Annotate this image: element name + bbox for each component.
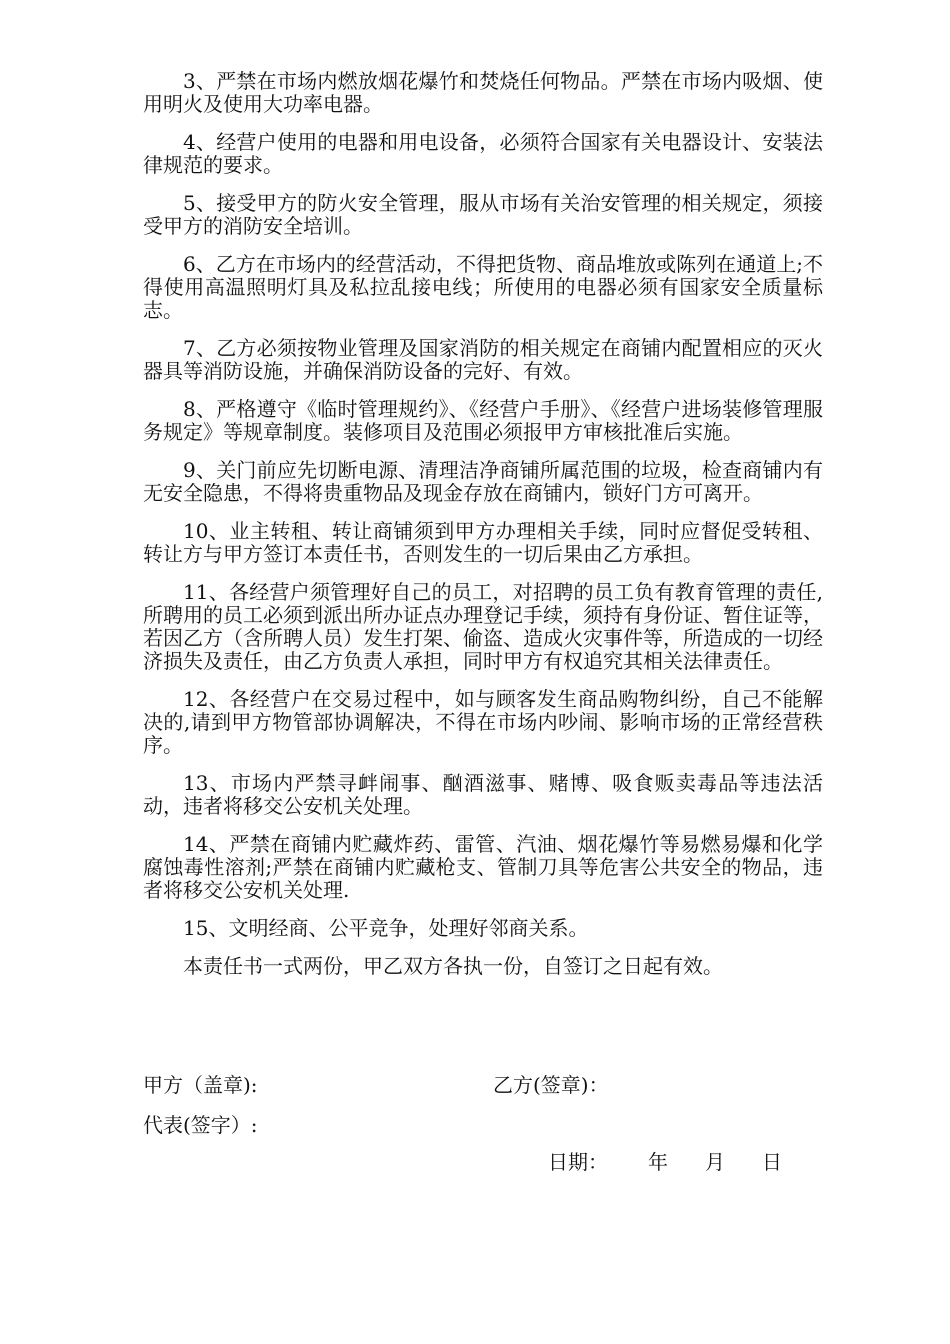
clause-8: 8、严格遵守《临时管理规约》、《经营户手册》、《经营户进场装修管理服务规定》等规章制度。装修项目及范围必须报甲方审核批准后实施。 (143, 397, 823, 444)
date-label: 日期： (548, 1150, 608, 1174)
validity-statement: 本责任书一式两份，甲乙双方各执一份，自签订之日起有效。 (183, 954, 723, 978)
clause-10: 10、业主转租、转让商铺须到甲方办理相关手续，同时应督促受转租、转让方与甲方签订本责任书，否则发生的一切后果由乙方承担。 (143, 519, 823, 566)
clause-7: 7、乙方必须按物业管理及国家消防的相关规定在商铺内配置相应的灭火器具等消防设施，并确保消防设备的完好、有效。 (143, 336, 823, 383)
signing-date (548, 1151, 782, 1174)
clause-15: 15、文明经商、公平竞争，处理好邻商关系。 (183, 916, 589, 940)
clause-6: 6、乙方在市场内的经营活动，不得把货物、商品堆放或陈列在通道上;不得使用高温照明灯具及私拉乱接电线；所使用的电器必须有国家安全质量标志。 (143, 252, 823, 322)
clause-12: 12、各经营户在交易过程中，如与顾客发生商品购物纠纷，自己不能解决的,请到甲方物管部协调解决，不得在市场内吵闹、影响市场的正常经营秩序。 (143, 687, 823, 757)
party-a-seal-label: 甲方（盖章): (143, 1073, 258, 1097)
representative-signature-label: 代表(签字）: (143, 1113, 258, 1137)
clause-5: 5、接受甲方的防火安全管理，服从市场有关治安管理的相关规定，须接受甲方的消防安全培训。 (143, 191, 823, 238)
clause-13: 13、市场内严禁寻衅闹事、酗酒滋事、赌博、吸食贩卖毒品等违法活动，违者将移交公安机关处理。 (143, 771, 823, 818)
clause-9: 9、关门前应先切断电源、清理洁净商铺所属范围的垃圾，检查商铺内有无安全隐患，不得将贵重物品及现金存放在商铺内，锁好门方可离开。 (143, 458, 823, 505)
clause-4: 4、经营户使用的电器和用电设备，必须符合国家有关电器设计、安装法律规范的要求。 (143, 130, 823, 177)
date-year-label: 年 (648, 1150, 668, 1174)
date-month-label: 月 (705, 1150, 725, 1174)
clause-11: 11、各经营户须管理好自己的员工，对招聘的员工负有教育管理的责任,所聘用的员工必须到派出所办证点办理登记手续，须持有身份证、暂住证等，若因乙方（含所聘人员）发生打架、偷盗、造成火灾事件等，所造成的一切经济损失及责任，由乙方负责人承担，同时甲方有权追究其相关法律责任。 (143, 580, 823, 673)
clause-list (143, 70, 823, 993)
date-day-label: 日 (762, 1150, 782, 1174)
clause-14: 14、严禁在商铺内贮藏炸药、雷管、汽油、烟花爆竹等易燃易爆和化学腐蚀毒性溶剂;严禁在商铺内贮藏枪支、管制刀具等危害公共安全的物品，违者将移交公安机关处理. (143, 832, 823, 902)
party-b-signature-label: 乙方(签章)： (493, 1073, 609, 1097)
clause-3: 3、严禁在市场内燃放烟花爆竹和焚烧任何物品。严禁在市场内吸烟、使用明火及使用大功率电器。 (143, 69, 823, 116)
